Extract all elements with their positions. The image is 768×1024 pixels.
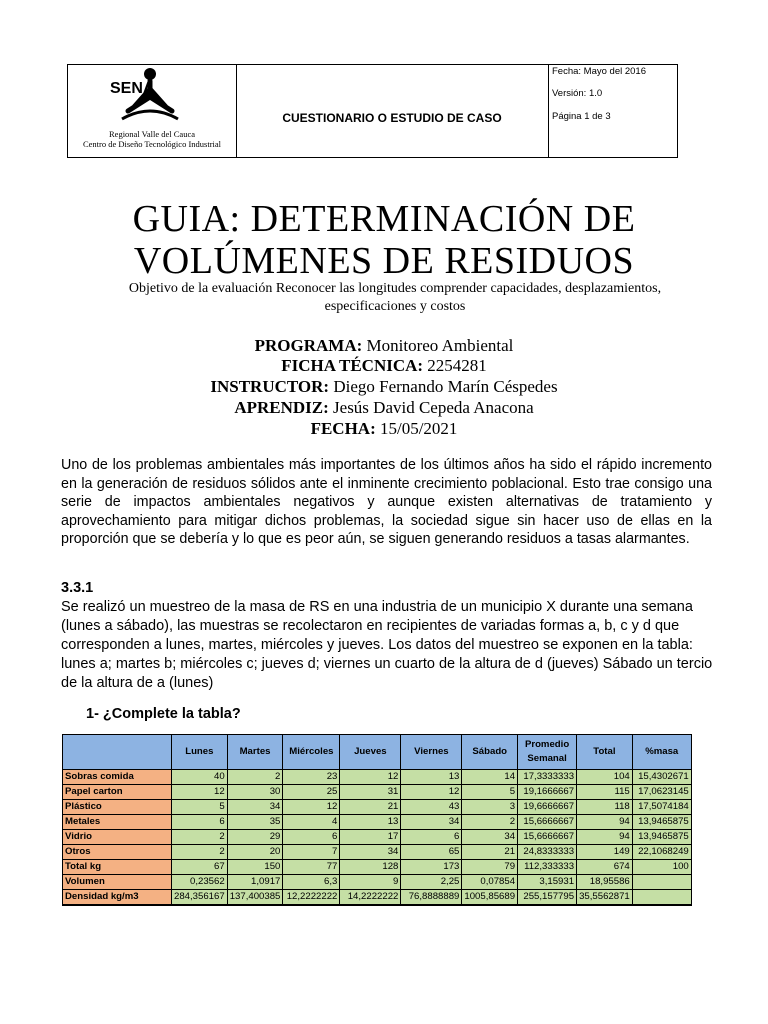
table-cell: 149 [577,845,633,860]
row-label: Metales [63,815,172,830]
table-cell: 1005,85689 [462,890,518,906]
table-cell: 21 [340,800,401,815]
table-cell: 100 [632,860,691,875]
table-cell: 6 [401,830,462,845]
table-cell: 15,4302671 [632,770,691,785]
table-cell: 35,5562871 [577,890,633,906]
programa-value: Monitoreo Ambiental [362,336,514,355]
table-cell: 34 [462,830,518,845]
table-header-corner [63,735,172,770]
table-cell: 5 [172,800,228,815]
table-row [63,815,692,830]
table-row [63,830,692,845]
regional-line-2: Centro de Diseño Tecnológico Industrial [82,139,222,149]
table-cell: 13 [340,815,401,830]
table-cell: 25 [283,785,340,800]
table-cell: 35 [227,815,283,830]
table-cell: 17,5074184 [632,800,691,815]
doc-type-cell [236,65,549,157]
sena-logo-icon [108,67,188,127]
table-cell: 2 [227,770,283,785]
table-cell [632,875,691,890]
table-cell: 76,8888889 [401,890,462,906]
waste-table [62,734,692,906]
instructor-label: INSTRUCTOR: [210,377,330,396]
table-cell: 112,333333 [518,860,577,875]
table-header-cell: Jueves [340,735,401,770]
header-page: Página 1 de 3 [552,111,611,122]
regional-line-1: Regional Valle del Cauca [109,129,195,139]
aprendiz-value: Jesús David Cepeda Anacona [328,398,534,417]
table-cell: 118 [577,800,633,815]
row-label: Sobras comida [63,770,172,785]
table-cell: 31 [340,785,401,800]
document-header [67,64,678,158]
table-cell: 22,1068249 [632,845,691,860]
table-cell: 0,07854 [462,875,518,890]
table-header-cell: Lunes [172,735,228,770]
table-cell: 15,6666667 [518,815,577,830]
table-cell: 13,9465875 [632,830,691,845]
table-cell: 3 [462,800,518,815]
table-cell: 284,356167 [172,890,228,906]
section-number: 3.3.1 [61,580,94,596]
table-cell: 6 [172,815,228,830]
aprendiz-line [0,398,768,418]
table-cell: 137,400385 [227,890,283,906]
ficha-label: FICHA TÉCNICA: [281,356,424,375]
fecha-label: FECHA: [310,419,376,438]
table-cell: 9 [340,875,401,890]
meta-cell [548,65,677,157]
table-cell: 173 [401,860,462,875]
table-cell: 128 [340,860,401,875]
table-cell: 255,157795 [518,890,577,906]
table-cell: 34 [340,845,401,860]
table-cell: 5 [462,785,518,800]
row-label: Otros [63,845,172,860]
fecha-line [0,419,768,439]
fecha-value: 15/05/2021 [375,419,458,438]
aprendiz-label: APRENDIZ: [234,398,329,417]
table-cell: 13 [401,770,462,785]
table-cell: 12 [401,785,462,800]
ficha-line [0,356,768,376]
table-cell: 34 [227,800,283,815]
row-label: Plástico [63,800,172,815]
table-cell: 43 [401,800,462,815]
table-cell: 23 [283,770,340,785]
table-header-cell: Sábado [462,735,518,770]
table-header-row [63,735,692,770]
table-cell: 1,0917 [227,875,283,890]
table-row [63,890,692,906]
table-cell [632,890,691,906]
table-cell: 13,9465875 [632,815,691,830]
question-heading: 1- ¿Complete la tabla? [86,706,241,722]
table-cell: 17 [340,830,401,845]
table-row [63,770,692,785]
instructor-line [0,377,768,397]
row-label: Total kg [63,860,172,875]
table-cell: 12,2222222 [283,890,340,906]
row-label: Volumen [63,875,172,890]
table-header-cell: Miércoles [283,735,340,770]
table-header-cell: Promedio Semanal [518,735,577,770]
table-cell: 15,6666667 [518,830,577,845]
logo-cell [68,65,237,157]
table-row [63,800,692,815]
table-cell: 12 [172,785,228,800]
table-cell: 65 [401,845,462,860]
programa-line [0,336,768,356]
table-cell: 104 [577,770,633,785]
table-cell: 12 [283,800,340,815]
table-cell: 19,6666667 [518,800,577,815]
page-title-line-2: VOLÚMENES DE RESIDUOS [133,240,635,282]
table-cell: 29 [227,830,283,845]
table-row [63,875,692,890]
row-label: Vidrio [63,830,172,845]
row-label: Densidad kg/m3 [63,890,172,906]
row-label: Papel carton [63,785,172,800]
table-cell: 20 [227,845,283,860]
table-cell: 77 [283,860,340,875]
doc-type: CUESTIONARIO O ESTUDIO DE CASO [282,111,502,125]
table-header-cell: Viernes [401,735,462,770]
programa-label: PROGRAMA: [254,336,363,355]
table-body [63,770,692,906]
header-version: Versión: 1.0 [552,88,603,99]
header-date: Fecha: Mayo del 2016 [552,66,647,77]
table-cell: 19,1666667 [518,785,577,800]
table-row [63,845,692,860]
intro-paragraph: Uno de los problemas ambientales más importantes de los últimos años ha sido el rápido incremento en la generación de residuos sólidos ante el inminente crecimiento poblacional. Esto trae consigo una serie de impactos ambientales negativos y aunque existen alternativas de tratamiento y aprovechamiento para mitigar dichos problemas, la sociedad sigue sin hacer uso de ellas en la proporción que se debería y lo que es peor aún, se siguen generando residuos a tasas alarmantes. [61,457,712,548]
table-cell: 30 [227,785,283,800]
table-cell: 24,8333333 [518,845,577,860]
table-cell: 2,25 [401,875,462,890]
table-cell: 18,95586 [577,875,633,890]
table-row [63,860,692,875]
table-header-cell: Total [577,735,633,770]
section-paragraph: Se realizó un muestreo de la masa de RS en una industria de un municipio X durante una semana (lunes a sábado), las muestras se recolectaron en recipientes de variadas formas a, b, c y d que corresponden a lunes, martes, miércoles y jueves. Los datos del muestreo se exponen en la tabla: lunes a; martes b; miércoles c; jueves d; viernes un cuarto de la altura de d (jueves) Sábado un tercio de la altura de a (lunes) [61,599,713,691]
table-header-cell: %masa [632,735,691,770]
table-cell: 2 [462,815,518,830]
objective-text: Objetivo de la evaluación Reconocer las longitudes comprender capacidades, desplazamientos, especificaciones y costos [128,281,662,314]
table-cell: 67 [172,860,228,875]
table-cell: 3,15931 [518,875,577,890]
logo-text: SENA [110,80,155,97]
table-cell: 17,3333333 [518,770,577,785]
table-cell: 4 [283,815,340,830]
table-row [63,785,692,800]
table-cell: 12 [340,770,401,785]
table-cell: 40 [172,770,228,785]
table-cell: 6 [283,830,340,845]
table-cell: 7 [283,845,340,860]
table-cell: 14,2222222 [340,890,401,906]
table-cell: 115 [577,785,633,800]
table-cell: 94 [577,830,633,845]
table-cell: 17,0623145 [632,785,691,800]
ficha-value: 2254281 [423,356,487,375]
table-cell: 0,23562 [172,875,228,890]
table-cell: 21 [462,845,518,860]
table-cell: 2 [172,830,228,845]
page-title-line-1: GUIA: DETERMINACIÓN DE [132,198,636,240]
table-cell: 14 [462,770,518,785]
table-cell: 34 [401,815,462,830]
table-cell: 150 [227,860,283,875]
instructor-value: Diego Fernando Marín Céspedes [329,377,558,396]
table-cell: 6,3 [283,875,340,890]
table-cell: 94 [577,815,633,830]
table-cell: 2 [172,845,228,860]
table-header-cell: Martes [227,735,283,770]
table-cell: 79 [462,860,518,875]
table-cell: 674 [577,860,633,875]
